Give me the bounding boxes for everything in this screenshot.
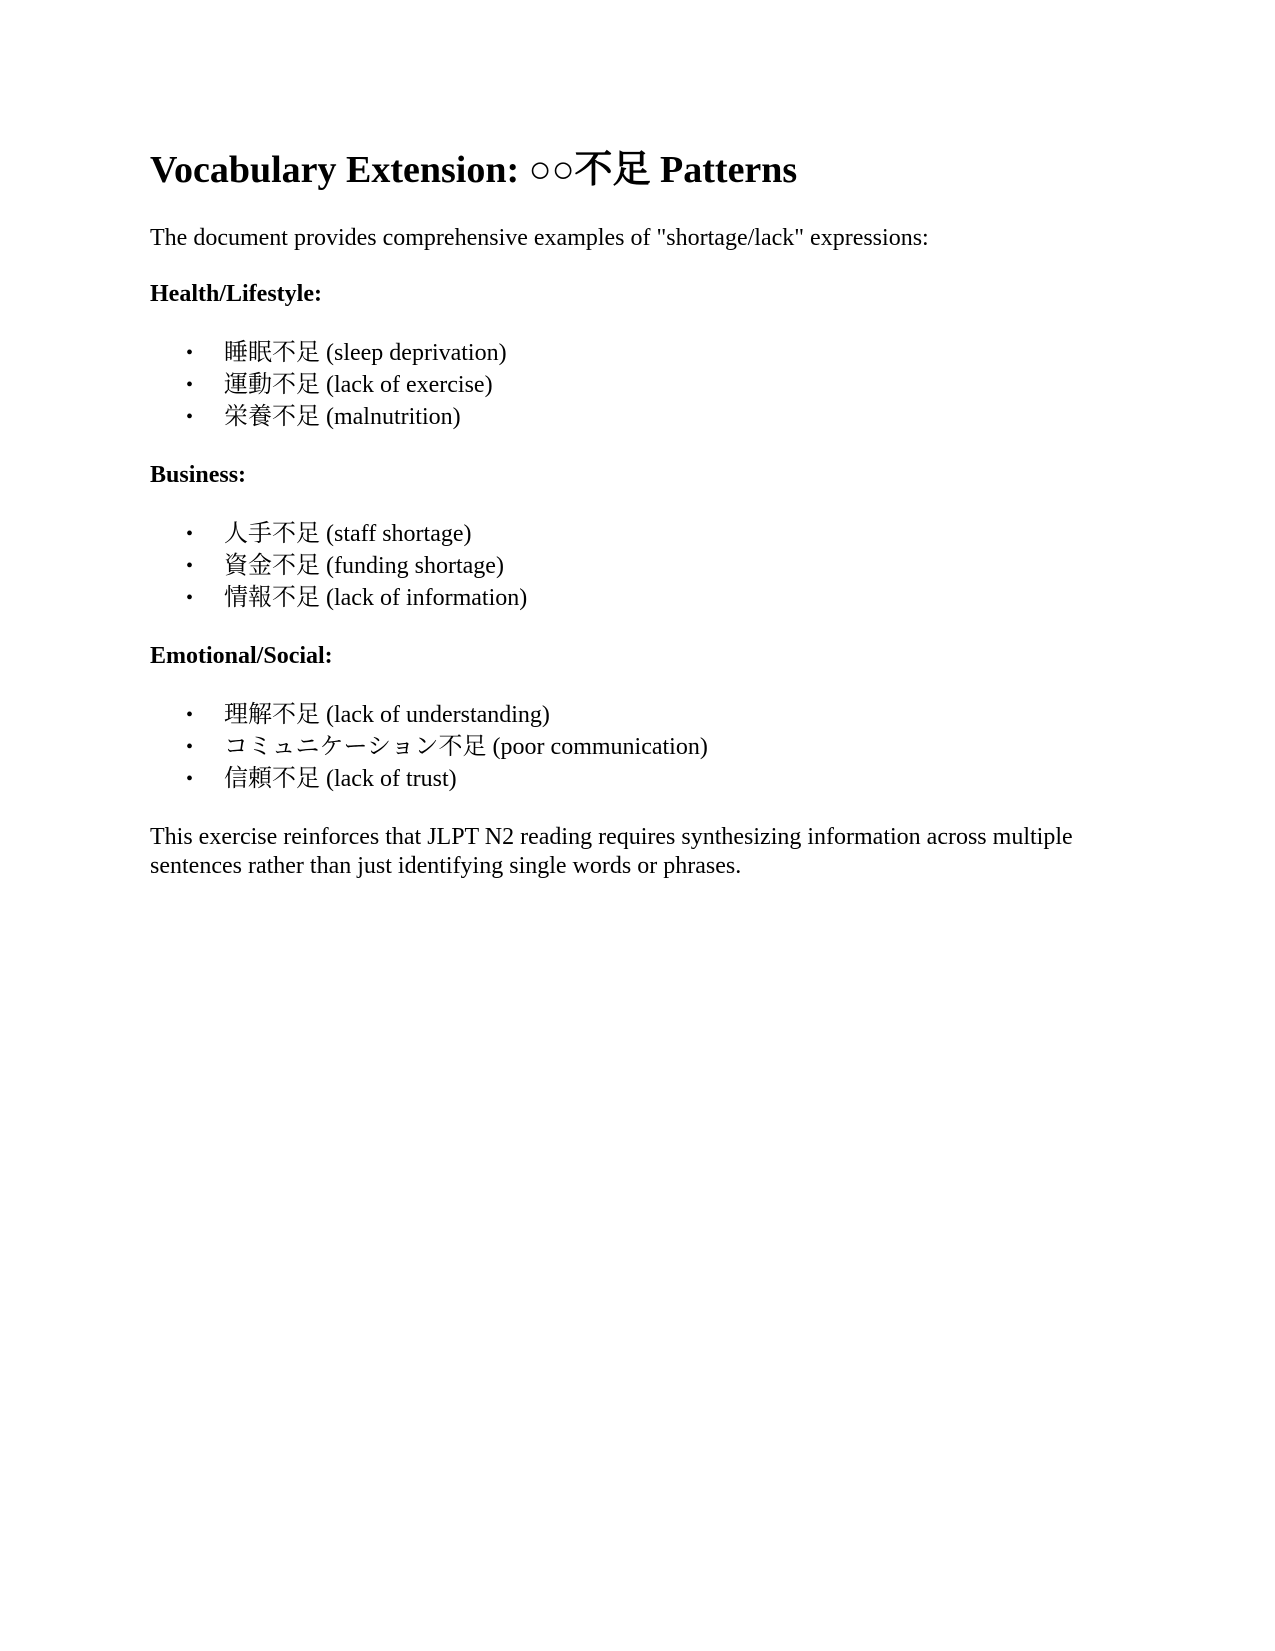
intro-paragraph: The document provides comprehensive examples of "shortage/lack" expressions:	[150, 224, 929, 251]
list-item-text: 睡眠不足 (sleep deprivation)	[224, 340, 507, 367]
section-heading: Health/Lifestyle:	[150, 281, 322, 308]
list-item	[150, 369, 1130, 401]
list-item-text: 情報不足 (lack of information)	[224, 584, 528, 611]
list-item	[150, 582, 1130, 614]
bullet-icon: •	[186, 522, 194, 545]
list-item	[150, 550, 1130, 582]
bullet-icon: •	[186, 374, 194, 397]
section-business	[150, 461, 1130, 614]
section-heading: Business:	[150, 462, 247, 489]
list-item	[150, 337, 1130, 369]
section-heading: Emotional/Social:	[150, 642, 333, 669]
list-item-text: 理解不足 (lack of understanding)	[224, 701, 550, 728]
document-page	[150, 148, 1130, 881]
bullet-list	[150, 337, 1130, 433]
list-item	[150, 518, 1130, 550]
bullet-list	[150, 699, 1130, 795]
list-item-text: 栄養不足 (malnutrition)	[224, 404, 461, 431]
bullet-icon: •	[186, 735, 194, 758]
bullet-icon: •	[186, 586, 194, 609]
list-item-text: 運動不足 (lack of exercise)	[224, 372, 493, 399]
closing-paragraph: This exercise reinforces that JLPT N2 reading requires synthesizing information across multiple sentences rather than just identifying single words or phrases.	[150, 823, 1073, 879]
bullet-icon: •	[186, 342, 194, 365]
list-item-text: 人手不足 (staff shortage)	[224, 520, 472, 547]
list-item	[150, 401, 1130, 433]
list-item	[150, 699, 1130, 731]
document-title: Vocabulary Extension: ○○不足 Patterns	[150, 149, 798, 191]
list-item-text: 信頼不足 (lack of trust)	[224, 765, 457, 792]
list-item	[150, 731, 1130, 763]
section-emotional-social	[150, 642, 1130, 795]
bullet-list	[150, 518, 1130, 614]
list-item-text: 資金不足 (funding shortage)	[224, 552, 504, 579]
list-item-text: コミュニケーション不足 (poor communication)	[224, 733, 708, 760]
section-health-lifestyle	[150, 280, 1130, 433]
bullet-icon: •	[186, 554, 194, 577]
bullet-icon: •	[186, 767, 194, 790]
bullet-icon: •	[186, 406, 194, 429]
bullet-icon: •	[186, 703, 194, 726]
list-item	[150, 763, 1130, 795]
